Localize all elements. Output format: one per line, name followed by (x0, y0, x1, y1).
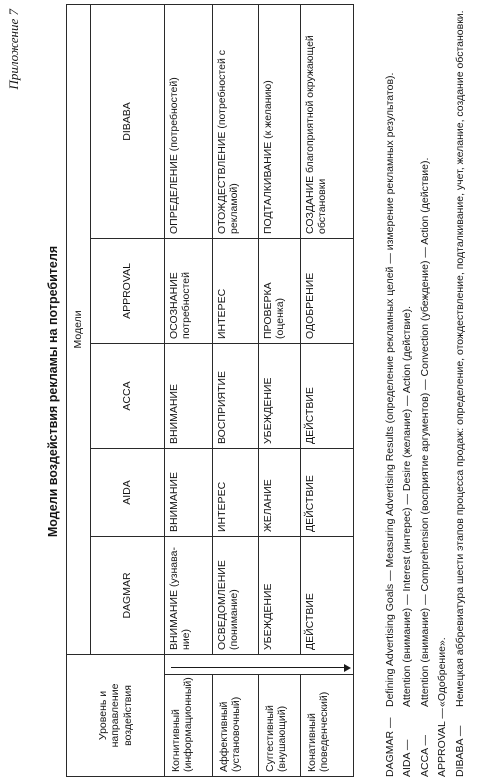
legend-item (401, 5, 413, 777)
model-cell: УБЕЖДЕНИЕ (259, 536, 301, 654)
model-cell: ПОДТАЛКИВАНИЕ (к желанию) (259, 4, 301, 238)
legend-term: DAGMAR — (384, 717, 396, 777)
model-name: DIBABA (91, 4, 165, 238)
model-cell: ВНИМАНИЕ (165, 448, 213, 536)
legend-item (384, 5, 396, 777)
model-cell: ВОСПРИЯТИЕ (213, 343, 259, 448)
level-cell: Когнитивный (информационный) (165, 675, 213, 777)
page-title: Модели воздействия рекламы на потребителя (46, 245, 60, 538)
model-cell: ИНТЕРЕС (213, 238, 259, 343)
abbreviations-legend (384, 5, 471, 777)
model-cell: ДЕЙСТВИЕ (301, 536, 354, 654)
model-name: APPROVAL (91, 238, 165, 343)
direction-arrow (165, 654, 354, 674)
model-name: AIDA (91, 448, 165, 536)
legend-item (419, 5, 431, 777)
legend-term: AIDA — (401, 739, 414, 777)
legend-term: ACCA — (418, 734, 431, 777)
legend-item (436, 5, 448, 777)
model-cell: ОДОБРЕНИЕ (301, 238, 354, 343)
model-cell: ИНТЕРЕС (213, 448, 259, 536)
model-cell: СОЗДАНИЕ благоприятной окружающей обстановки (301, 4, 354, 238)
legend-item (454, 5, 466, 777)
model-cell: ОСВЕДОМЛЕНИЕ (понимание) (213, 536, 259, 654)
legend-term: APPROVAL — (436, 708, 449, 777)
legend-definition: «Одобрение». (436, 637, 449, 707)
model-cell: ОСОЗНАНИЕ потребностей (165, 238, 213, 343)
model-cell: ЖЕЛАНИЕ (259, 448, 301, 536)
appendix-label: Приложение 7 (6, 9, 21, 90)
models-table (66, 4, 354, 777)
legend-term: DIBABA — (453, 725, 466, 777)
legend-definition: Attention (внимание) — Comprehension (восприятие аргументов) — Convection (убеждение) — Action (действие). (418, 157, 431, 707)
model-cell: ВНИМАНИЕ (165, 343, 213, 448)
legend-definition: Defining Advertising Goals — Measuring Advertising Results (определение рекламных целей — измерение рекламных результатов). (384, 72, 396, 707)
table-row (165, 4, 213, 776)
model-cell: ВНИМАНИЕ (узнавание) (165, 536, 213, 654)
model-cell: УБЕЖДЕНИЕ (259, 343, 301, 448)
level-cell: Конативный (поведенческий) (301, 675, 354, 777)
model-cell: ОТОЖДЕСТВЛЕНИЕ (потребностей с рекламой) (213, 4, 259, 238)
level-cell: Аффективный (установочный) (213, 675, 259, 777)
level-cell: Суггестивный (внушающий) (259, 675, 301, 777)
model-cell: ДЕЙСТВИЕ (301, 448, 354, 536)
model-name: ACCA (91, 343, 165, 448)
model-name: DAGMAR (91, 536, 165, 654)
table-header-row (67, 4, 91, 776)
models-header: Модели (67, 4, 91, 654)
legend-definition: Attention (внимание) — Interest (интерес) — Desire (желание) — Action (действие). (401, 305, 414, 707)
model-cell: ПРОВЕРКА (оценка) (259, 238, 301, 343)
model-cell: ДЕЙСТВИЕ (301, 343, 354, 448)
legend-definition: Немецкая аббревиатура шести этапов процесса продаж: определение, отождествление, подталкивание, учет, желание, создание обстановки. (453, 10, 466, 707)
model-cell: ОПРЕДЕЛЕНИЕ (потребностей) (165, 4, 213, 238)
level-header: Уровень и направление воздействия (67, 654, 165, 776)
